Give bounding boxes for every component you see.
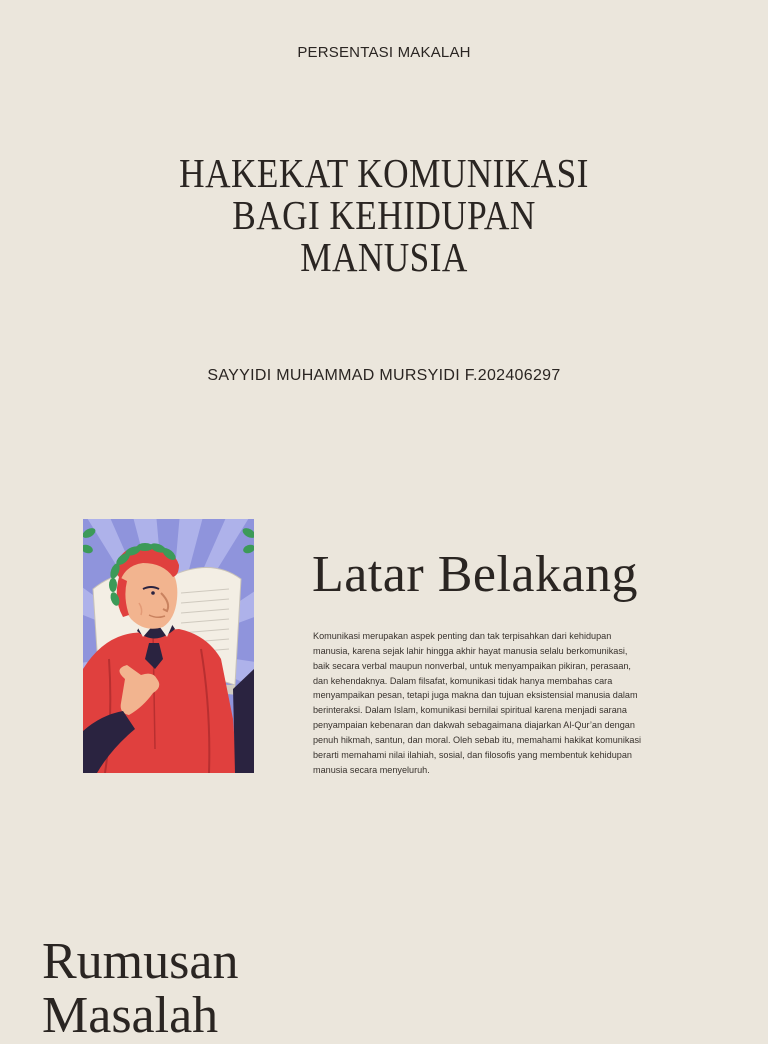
title-line-3: MANUSIA <box>300 234 468 280</box>
rumusan-masalah-line-1: Rumusan <box>42 933 239 990</box>
section-heading-rumusan-masalah <box>42 935 238 1043</box>
title-line-1: HAKEKAT KOMUNIKASI <box>179 150 589 196</box>
author-line: SAYYIDI MUHAMMAD MURSYIDI F.202406297 <box>207 367 561 384</box>
section-heading-latar-belakang: Latar Belakang <box>312 546 639 603</box>
eyebrow-label: PERSENTASI MAKALAH <box>297 44 471 61</box>
document-title <box>105 152 662 278</box>
poet-illustration <box>83 519 254 773</box>
title-line-2: BAGI KEHIDUPAN <box>232 192 536 238</box>
section-body-text: Komunikasi merupakan aspek penting dan tak terpisahkan dari kehidupan manusia, karena sejak lahir hingga akhir hayat manusia selalu berkomunikasi, baik secara verbal maupun nonverbal, untuk menyampaikan pikiran, perasaan, dan kehendaknya. Dalam filsafat, komunikasi tidak hanya membahas cara menyampaikan pesan, tetapi juga makna dan tujuan eksistensial manusia dalam berinteraksi. Dalam Islam, komunikasi bernilai spiritual karena menjadi sarana penyampaian kebenaran dan dakwah sebagaimana diajarkan Al-Qur’an dengan penuh hikmah, santun, dan moral. Oleh sebab itu, memahami hakikat komunikasi berarti memahami nilai ilahiah, sosial, dan filosofis yang membentuk kehidupan manusia secara menyeluruh. <box>313 631 642 775</box>
rumusan-masalah-line-2: Masalah <box>42 987 219 1044</box>
